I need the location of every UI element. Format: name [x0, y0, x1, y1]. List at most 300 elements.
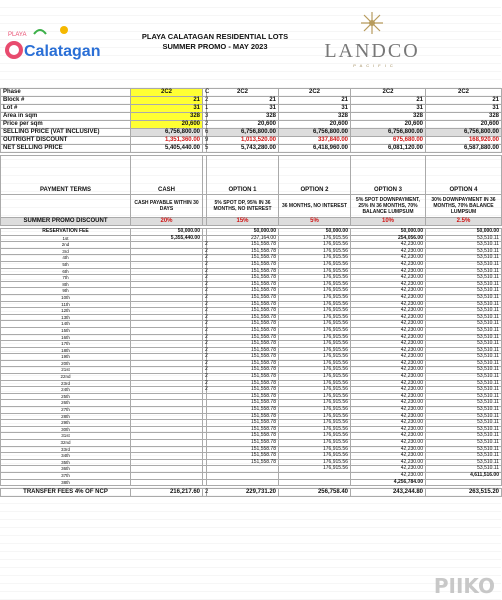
- option-description: CASH PAYABLE WITHIN 30 DAYS: [131, 195, 203, 218]
- schedule-value: 42,230.00: [351, 440, 426, 447]
- schedule-value: [131, 275, 203, 282]
- schedule-value: 53,510.11: [426, 327, 502, 334]
- month-label: 34th: [1, 453, 131, 460]
- schedule-value: 42,230.00: [351, 380, 426, 387]
- info-value: 31: [351, 105, 426, 113]
- schedule-value: 151,558.78: [207, 440, 279, 447]
- promo-discount-row: [1, 218, 502, 226]
- page-header: [0, 0, 501, 88]
- schedule-value: [131, 440, 203, 447]
- schedule-value: 42,230.00: [351, 420, 426, 427]
- info-label: Block #: [1, 97, 131, 105]
- option-description: 5% SPOT DOWNPAYMENT, 25% IN 36 MONTHS, 70% BALANCE LUMPSUM: [351, 195, 426, 218]
- schedule-value: 151,558.78: [207, 248, 279, 255]
- narrow-cell: 2: [203, 301, 207, 308]
- info-label: Area in sqm: [1, 113, 131, 121]
- option-header: OPTION 4: [426, 156, 502, 195]
- info-value: 6,756,800.00: [426, 129, 502, 137]
- schedule-value: 42,230.00: [351, 268, 426, 275]
- option-header: OPTION 3: [351, 156, 426, 195]
- info-value: 2C2: [207, 89, 279, 97]
- info-value: 2C2: [351, 89, 426, 97]
- schedule-value: [131, 347, 203, 354]
- info-value: 6,756,800.00: [207, 129, 279, 137]
- schedule-value: 151,558.78: [207, 354, 279, 361]
- promo-discount-label: SUMMER PROMO DISCOUNT: [1, 218, 131, 226]
- month-label: 6th: [1, 268, 131, 275]
- month-label: 8th: [1, 281, 131, 288]
- schedule-value: 176,915.56: [279, 387, 351, 394]
- schedule-value: 151,558.78: [207, 268, 279, 275]
- schedule-value: 151,558.78: [207, 281, 279, 288]
- info-value: 2C2: [426, 89, 502, 97]
- schedule-value: 176,915.56: [279, 374, 351, 381]
- schedule-value: 151,558.78: [207, 275, 279, 282]
- info-row: [1, 97, 502, 105]
- narrow-cell: 2: [203, 387, 207, 394]
- month-label: 35th: [1, 459, 131, 466]
- month-label: 19th: [1, 354, 131, 361]
- info-row: [1, 129, 502, 137]
- schedule-value: 151,558.78: [207, 426, 279, 433]
- info-value: 20,600: [279, 121, 351, 129]
- reservation-value: 50,000.00: [207, 229, 279, 236]
- narrow-cell: 2: [203, 341, 207, 348]
- month-label: 1st: [1, 235, 131, 242]
- schedule-value: 176,915.56: [279, 321, 351, 328]
- reservation-value: 50,000.00: [279, 229, 351, 236]
- schedule-value: 176,915.56: [279, 400, 351, 407]
- schedule-value: 53,510.11: [426, 374, 502, 381]
- schedule-value: 151,558.78: [207, 433, 279, 440]
- info-value: 2C2: [131, 89, 203, 97]
- info-value: 20,600: [131, 121, 203, 129]
- schedule-value: 237,164.00: [207, 235, 279, 242]
- narrow-cell: 2: [203, 374, 207, 381]
- transfer-fees-row: [1, 489, 502, 497]
- schedule-value: 42,230.00: [351, 248, 426, 255]
- narrow-cell: 2: [203, 288, 207, 295]
- schedule-value: 4,611,516.00: [426, 472, 502, 479]
- schedule-value: 53,510.11: [426, 440, 502, 447]
- schedule-value: 176,915.56: [279, 446, 351, 453]
- schedule-value: 176,915.56: [279, 242, 351, 249]
- schedule-value: 151,558.78: [207, 360, 279, 367]
- schedule-value: 53,510.11: [426, 433, 502, 440]
- schedule-value: 53,510.11: [426, 387, 502, 394]
- schedule-value: [131, 360, 203, 367]
- schedule-value: 53,510.11: [426, 360, 502, 367]
- month-label: 10th: [1, 294, 131, 301]
- promo-discount-value: 15%: [207, 218, 279, 226]
- schedule-value: 151,558.78: [207, 341, 279, 348]
- month-label: 29th: [1, 420, 131, 427]
- narrow-cell: 2: [203, 327, 207, 334]
- payment-terms-header: [1, 156, 502, 195]
- month-label: 28th: [1, 413, 131, 420]
- schedule-value: [207, 472, 279, 479]
- schedule-value: [131, 334, 203, 341]
- month-label: 21st: [1, 367, 131, 374]
- schedule-value: 53,510.11: [426, 288, 502, 295]
- schedule-value: 53,510.11: [426, 347, 502, 354]
- info-label: NET SELLING PRICE: [1, 145, 131, 153]
- schedule-value: [131, 374, 203, 381]
- schedule-value: [131, 268, 203, 275]
- schedule-value: [131, 314, 203, 321]
- reservation-value: 50,000.00: [426, 229, 502, 236]
- narrow-cell: 2: [203, 294, 207, 301]
- schedule-value: 151,558.78: [207, 459, 279, 466]
- schedule-row: [1, 479, 502, 486]
- schedule-value: 176,915.56: [279, 301, 351, 308]
- schedule-value: 42,230.00: [351, 459, 426, 466]
- blank-cell: [1, 195, 131, 218]
- month-label: 33rd: [1, 446, 131, 453]
- schedule-value: 176,915.56: [279, 354, 351, 361]
- narrow-cell: 2: [203, 354, 207, 361]
- month-label: 2nd: [1, 242, 131, 249]
- narrow-cell: 9: [203, 137, 207, 145]
- schedule-value: 151,558.78: [207, 334, 279, 341]
- info-value: 328: [351, 113, 426, 121]
- schedule-value: 151,558.78: [207, 453, 279, 460]
- schedule-value: 53,510.11: [426, 255, 502, 262]
- schedule-value: 53,510.11: [426, 301, 502, 308]
- schedule-value: 151,558.78: [207, 413, 279, 420]
- schedule-value: [131, 261, 203, 268]
- schedule-value: 176,915.56: [279, 420, 351, 427]
- narrow-cell: 2: [203, 308, 207, 315]
- info-value: 337,840.00: [279, 137, 351, 145]
- schedule-value: 42,230.00: [351, 275, 426, 282]
- schedule-value: 151,558.78: [207, 420, 279, 427]
- schedule-value: 151,558.78: [207, 294, 279, 301]
- schedule-value: 42,230.00: [351, 327, 426, 334]
- schedule-value: 176,915.56: [279, 413, 351, 420]
- month-label: 25th: [1, 393, 131, 400]
- schedule-value: 176,915.56: [279, 440, 351, 447]
- narrow-cell: 6: [203, 129, 207, 137]
- promo-discount-value: 10%: [351, 218, 426, 226]
- schedule-value: 53,510.11: [426, 281, 502, 288]
- month-label: 12th: [1, 308, 131, 315]
- info-value: 5,743,280.00: [207, 145, 279, 153]
- month-label: 22nd: [1, 374, 131, 381]
- schedule-value: 42,230.00: [351, 367, 426, 374]
- schedule-value: 176,915.56: [279, 453, 351, 460]
- schedule-value: 53,510.11: [426, 321, 502, 328]
- info-value: 21: [426, 97, 502, 105]
- schedule-value: [279, 472, 351, 479]
- month-label: 7th: [1, 275, 131, 282]
- schedule-value: 53,510.11: [426, 261, 502, 268]
- info-label: SELLING PRICE (VAT INCLUSIVE): [1, 129, 131, 137]
- narrow-cell: 2: [203, 281, 207, 288]
- transfer-fees-value: 216,217.60: [131, 489, 203, 497]
- info-value: 31: [279, 105, 351, 113]
- narrow-cell: 2: [203, 321, 207, 328]
- schedule-value: 151,558.78: [207, 255, 279, 262]
- month-label: 18th: [1, 347, 131, 354]
- narrow-cell: 2: [203, 489, 207, 497]
- schedule-value: 176,915.56: [279, 347, 351, 354]
- info-value: 20,600: [426, 121, 502, 129]
- payment-terms-descriptions: [1, 195, 502, 218]
- narrow-cell: 2: [203, 314, 207, 321]
- info-value: 21: [131, 97, 203, 105]
- info-value: 328: [207, 113, 279, 121]
- promo-discount-value: 5%: [279, 218, 351, 226]
- info-value: 20,600: [207, 121, 279, 129]
- schedule-value: 151,558.78: [207, 380, 279, 387]
- schedule-row: [1, 327, 502, 334]
- month-label: 13th: [1, 314, 131, 321]
- schedule-value: 42,230.00: [351, 334, 426, 341]
- info-value: 21: [207, 97, 279, 105]
- schedule-value: [131, 459, 203, 466]
- schedule-value: [131, 453, 203, 460]
- schedule-value: [131, 413, 203, 420]
- schedule-row: [1, 472, 502, 479]
- schedule-value: 176,915.56: [279, 261, 351, 268]
- narrow-cell: 2: [203, 360, 207, 367]
- narrow-cell: 3: [203, 113, 207, 121]
- info-value: 675,680.00: [351, 137, 426, 145]
- schedule-value: 151,558.78: [207, 242, 279, 249]
- schedule-value: [426, 479, 502, 486]
- svg-text:PLAYA: PLAYA: [8, 32, 27, 38]
- schedule-value: 151,558.78: [207, 374, 279, 381]
- info-value: 31: [207, 105, 279, 113]
- schedule-value: 42,230.00: [351, 360, 426, 367]
- info-value: 31: [426, 105, 502, 113]
- schedule-value: 42,230.00: [351, 314, 426, 321]
- month-label: 9th: [1, 288, 131, 295]
- narrow-cell: 1: [203, 105, 207, 113]
- reservation-value: 50,000.00: [131, 229, 203, 236]
- schedule-value: 42,230.00: [351, 400, 426, 407]
- schedule-value: [131, 341, 203, 348]
- schedule-value: 53,510.11: [426, 308, 502, 315]
- month-label: 14th: [1, 321, 131, 328]
- narrow-cell: 2: [203, 121, 207, 129]
- schedule-value: 42,230.00: [351, 472, 426, 479]
- schedule-value: 176,915.56: [279, 341, 351, 348]
- month-label: 30th: [1, 426, 131, 433]
- narrow-cell: 2: [203, 248, 207, 255]
- month-label: 15th: [1, 327, 131, 334]
- transfer-fees-value: 256,758.40: [279, 489, 351, 497]
- schedule-value: 53,510.11: [426, 380, 502, 387]
- option-description: 36 MONTHS, NO INTEREST: [279, 195, 351, 218]
- narrow-cell: 2: [203, 334, 207, 341]
- info-value: 328: [279, 113, 351, 121]
- schedule-value: 42,230.00: [351, 466, 426, 473]
- info-value: 328: [426, 113, 502, 121]
- narrow-cell: 2: [203, 255, 207, 262]
- schedule-value: 176,915.56: [279, 380, 351, 387]
- schedule-value: 53,510.11: [426, 407, 502, 414]
- landco-wordmark: LANDCO: [324, 40, 420, 62]
- reservation-value: 50,000.00: [351, 229, 426, 236]
- schedule-value: 53,510.11: [426, 413, 502, 420]
- schedule-value: 151,558.78: [207, 400, 279, 407]
- schedule-value: [131, 255, 203, 262]
- schedule-value: [131, 321, 203, 328]
- info-value: 6,756,800.00: [131, 129, 203, 137]
- svg-text:Calatagan: Calatagan: [24, 43, 101, 60]
- pricing-table: [0, 88, 502, 497]
- schedule-value: 53,510.11: [426, 426, 502, 433]
- schedule-value: 176,915.56: [279, 288, 351, 295]
- schedule-value: 53,510.11: [426, 393, 502, 400]
- schedule-value: 5,355,440.00: [131, 235, 203, 242]
- schedule-value: [131, 420, 203, 427]
- transfer-fees-value: 263,515.20: [426, 489, 502, 497]
- month-label: 26th: [1, 400, 131, 407]
- info-value: 21: [279, 97, 351, 105]
- schedule-value: 151,558.78: [207, 288, 279, 295]
- narrow-cell: 2: [203, 380, 207, 387]
- schedule-value: [131, 426, 203, 433]
- schedule-value: 42,230.00: [351, 407, 426, 414]
- info-label: Lot #: [1, 105, 131, 113]
- schedule-value: 53,510.11: [426, 446, 502, 453]
- info-label: Price per sqm: [1, 121, 131, 129]
- schedule-value: [131, 433, 203, 440]
- schedule-value: 53,510.11: [426, 453, 502, 460]
- schedule-value: 42,230.00: [351, 347, 426, 354]
- schedule-value: 254,056.00: [351, 235, 426, 242]
- info-label: OUTRIGHT DISCOUNT: [1, 137, 131, 145]
- schedule-value: 151,558.78: [207, 327, 279, 334]
- info-value: 5,405,440.00: [131, 145, 203, 153]
- narrow-cell: 2: [203, 242, 207, 249]
- schedule-value: 53,510.11: [426, 248, 502, 255]
- narrow-cell: C: [203, 89, 207, 97]
- schedule-value: [131, 308, 203, 315]
- title-line-2: SUMMER PROMO - MAY 2023: [162, 42, 268, 51]
- schedule-value: 53,510.11: [426, 354, 502, 361]
- landco-emblem-icon: [357, 10, 387, 36]
- schedule-value: 176,915.56: [279, 314, 351, 321]
- schedule-value: 53,510.11: [426, 459, 502, 466]
- schedule-value: 176,915.56: [279, 367, 351, 374]
- info-value: 168,920.00: [426, 137, 502, 145]
- schedule-value: 53,510.11: [426, 334, 502, 341]
- schedule-value: 42,230.00: [351, 453, 426, 460]
- schedule-value: [207, 479, 279, 486]
- schedule-value: 176,915.56: [279, 459, 351, 466]
- month-label: 36th: [1, 466, 131, 473]
- month-label: 27th: [1, 407, 131, 414]
- narrow-cell: 2: [203, 97, 207, 105]
- schedule-value: 176,915.56: [279, 248, 351, 255]
- info-value: 2C2: [279, 89, 351, 97]
- info-value: 6,756,800.00: [279, 129, 351, 137]
- schedule-value: 151,558.78: [207, 347, 279, 354]
- schedule-value: 53,510.11: [426, 294, 502, 301]
- schedule-value: [131, 400, 203, 407]
- schedule-row: [1, 459, 502, 466]
- reservation-label: RESERVATION FEE: [1, 229, 131, 236]
- month-label: 38th: [1, 479, 131, 486]
- schedule-value: 42,230.00: [351, 308, 426, 315]
- schedule-value: 53,510.11: [426, 420, 502, 427]
- schedule-value: 151,558.78: [207, 387, 279, 394]
- schedule-value: 176,915.56: [279, 294, 351, 301]
- info-value: 328: [131, 113, 203, 121]
- month-label: 20th: [1, 360, 131, 367]
- schedule-value: 151,558.78: [207, 407, 279, 414]
- info-row: [1, 89, 502, 97]
- narrow-cell: 2: [203, 268, 207, 275]
- schedule-value: [131, 281, 203, 288]
- schedule-value: 176,915.56: [279, 281, 351, 288]
- option-description: 30% DOWNPAYMENT IN 36 MONTHS, 70% BALANCE LUMPSUM: [426, 195, 502, 218]
- schedule-value: 176,915.56: [279, 308, 351, 315]
- narrow-cell: 5: [203, 145, 207, 153]
- schedule-value: 42,230.00: [351, 288, 426, 295]
- schedule-value: 176,915.56: [279, 407, 351, 414]
- schedule-value: [131, 301, 203, 308]
- schedule-value: 42,230.00: [351, 426, 426, 433]
- info-row: [1, 145, 502, 153]
- schedule-value: 53,510.11: [426, 235, 502, 242]
- schedule-value: 42,230.00: [351, 242, 426, 249]
- schedule-value: [131, 472, 203, 479]
- month-label: 17th: [1, 341, 131, 348]
- month-label: 4th: [1, 255, 131, 262]
- month-label: 24th: [1, 387, 131, 394]
- month-label: 31st: [1, 433, 131, 440]
- schedule-value: 53,510.11: [426, 341, 502, 348]
- schedule-value: 176,915.56: [279, 268, 351, 275]
- schedule-value: [131, 242, 203, 249]
- option-description: 5% SPOT DP, 95% IN 36 MONTHS, NO INTEREST: [207, 195, 279, 218]
- schedule-value: 42,230.00: [351, 341, 426, 348]
- info-value: 6,081,120.00: [351, 145, 426, 153]
- info-label: Phase: [1, 89, 131, 97]
- schedule-value: 42,230.00: [351, 354, 426, 361]
- pacific-wordmark: PACIFIC: [353, 63, 397, 68]
- info-row: [1, 137, 502, 145]
- schedule-value: [131, 248, 203, 255]
- schedule-value: 176,915.56: [279, 235, 351, 242]
- schedule-value: [131, 288, 203, 295]
- info-value: 6,418,960.00: [279, 145, 351, 153]
- schedule-value: [279, 479, 351, 486]
- schedule-value: [131, 479, 203, 486]
- schedule-value: [131, 446, 203, 453]
- transfer-fees-value: 229,731.20: [207, 489, 279, 497]
- transfer-fees-label: TRANSFER FEES 4% OF NCP: [1, 489, 131, 497]
- schedule-value: 176,915.56: [279, 334, 351, 341]
- month-label: 5th: [1, 261, 131, 268]
- schedule-value: 176,915.56: [279, 327, 351, 334]
- schedule-value: 176,915.56: [279, 255, 351, 262]
- narrow-cell: 2: [203, 347, 207, 354]
- schedule-value: 53,510.11: [426, 400, 502, 407]
- schedule-value: [131, 407, 203, 414]
- info-value: 21: [351, 97, 426, 105]
- transfer-fees-value: 243,244.80: [351, 489, 426, 497]
- schedule-value: [131, 354, 203, 361]
- option-header: CASH: [131, 156, 203, 195]
- schedule-value: [131, 327, 203, 334]
- schedule-value: 176,915.56: [279, 466, 351, 473]
